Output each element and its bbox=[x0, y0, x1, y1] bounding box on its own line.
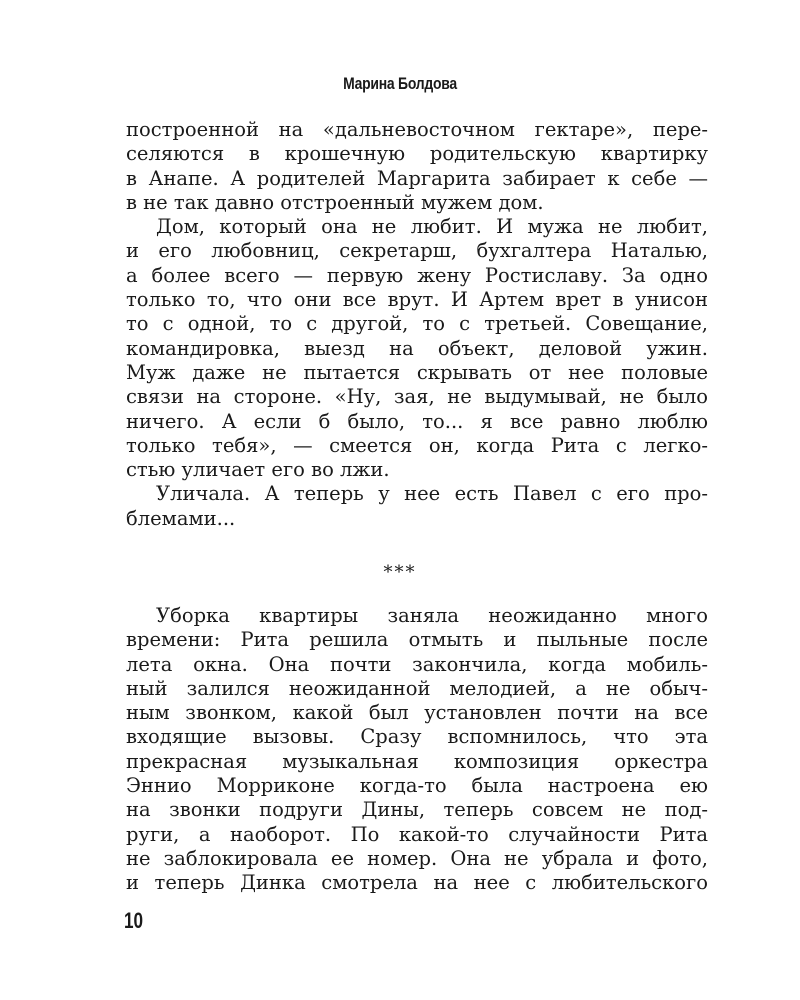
text-line: на звонки подруги Дины, теперь совсем не под- bbox=[126, 798, 708, 822]
paragraph bbox=[126, 482, 708, 531]
text-line: и его любовниц, секретарш, бухгалтера Наталью, bbox=[126, 239, 708, 263]
text-line: ничего. А если б было, то... я все равно люблю bbox=[126, 409, 708, 433]
section-separator: *** bbox=[383, 562, 417, 583]
text-line: Уличала. А теперь у нее есть Павел с его про- bbox=[156, 482, 708, 506]
text-line: связи на стороне. «Ну, зая, не выдумывай, не было bbox=[126, 385, 708, 409]
text-block-before-separator bbox=[126, 118, 708, 531]
text-line: селяются в крошечную родительскую квартирку bbox=[126, 142, 708, 166]
text-line: Эннио Морриконе когда-то была настроена ею bbox=[126, 774, 708, 798]
text-line: только то, что они все врут. И Артем врет в унисон bbox=[126, 288, 708, 312]
text-line: Уборка квартиры заняла неожиданно много bbox=[156, 604, 708, 627]
text-line: только тебя», — смеется он, когда Рита с легко- bbox=[126, 433, 708, 457]
paragraph bbox=[126, 118, 708, 215]
text-line: и теперь Динка смотрела на нее с любительского bbox=[126, 871, 708, 895]
text-line: лета окна. Она почти закончила, когда мобиль- bbox=[126, 652, 708, 676]
running-head: Марина Болдова bbox=[343, 74, 457, 93]
text-block-after-separator bbox=[126, 604, 708, 896]
paragraph bbox=[126, 604, 708, 896]
page-number: 10 bbox=[124, 908, 144, 933]
text-line: командировка, выезд на объект, деловой ужин. bbox=[126, 336, 708, 360]
text-line: прекрасная музыкальная композиция оркестра bbox=[126, 749, 708, 773]
text-line: стью уличает его во лжи. bbox=[126, 458, 390, 482]
text-line: в не так давно отстроенный мужем дом. bbox=[126, 190, 544, 214]
text-line: Муж даже не пытается скрывать от нее половые bbox=[126, 360, 708, 384]
text-line: построенной на «дальневосточном гектаре», пере- bbox=[126, 118, 708, 141]
text-line: времени: Рита решила отмыть и пыльные после bbox=[126, 628, 708, 652]
text-line: руги, а наоборот. По какой-то случайности Рита bbox=[126, 822, 708, 846]
text-line: ный залился неожиданной мелодией, а не обыч- bbox=[126, 676, 708, 700]
text-line: не заблокировала ее номер. Она не убрала и фото, bbox=[126, 846, 708, 870]
text-line: ным звонком, какой был установлен почти на все bbox=[126, 701, 708, 725]
text-line: а более всего — первую жену Ростиславу. За одно bbox=[126, 263, 708, 287]
text-line: входящие вызовы. Сразу вспомнилось, что эта bbox=[126, 725, 708, 749]
text-line: то с одной, то с другой, то с третьей. Совещание, bbox=[126, 312, 708, 336]
paragraph bbox=[126, 215, 708, 482]
text-line: в Анапе. А родителей Маргарита забирает к себе — bbox=[126, 166, 708, 190]
text-line: Дом, который она не любит. И мужа не любит, bbox=[156, 215, 708, 239]
text-line: блемами... bbox=[126, 506, 236, 530]
